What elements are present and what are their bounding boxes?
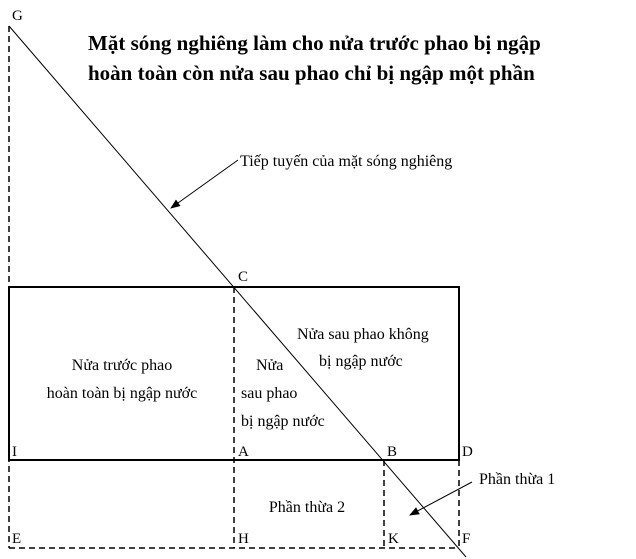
point-label-b: B <box>387 444 398 460</box>
point-label-a: A <box>238 444 249 460</box>
point-label-g: G <box>12 8 23 24</box>
excess1-arrow <box>410 482 472 515</box>
wave-tangent-line <box>9 26 466 557</box>
excess-2-label: Phần thừa 2 <box>268 499 346 516</box>
point-label-h: H <box>238 531 249 547</box>
front-half-label-line-2: hoàn toàn bị ngập nước <box>46 385 198 402</box>
point-label-k: K <box>388 531 399 547</box>
rear-submerged-label-line-1: Nửa <box>256 357 284 374</box>
title-line-2: hoàn toàn còn nửa sau phao chỉ bị ngập một phần <box>88 61 535 85</box>
tangent-label: Tiếp tuyến của mặt sóng nghiêng <box>240 153 453 170</box>
tangent-arrow <box>171 160 238 208</box>
rear-dry-label-line-2: bị ngập nước <box>319 353 403 370</box>
title-line-1: Mặt sóng nghiêng làm cho nửa trước phao bị ngập <box>88 31 541 55</box>
point-label-e: E <box>12 531 22 547</box>
excess-1-label: Phần thừa 1 <box>479 471 556 488</box>
point-label-c: C <box>238 269 249 285</box>
rear-submerged-label-line-2: sau phao <box>241 385 298 402</box>
point-label-d: D <box>462 444 473 460</box>
rear-submerged-label-line-3: bị ngập nước <box>241 413 325 430</box>
point-label-i: I <box>12 444 17 460</box>
rear-dry-label-line-1: Nửa sau phao không <box>297 326 429 343</box>
front-half-label-line-1: Nửa trước phao <box>71 357 173 374</box>
point-label-f: F <box>462 531 471 547</box>
